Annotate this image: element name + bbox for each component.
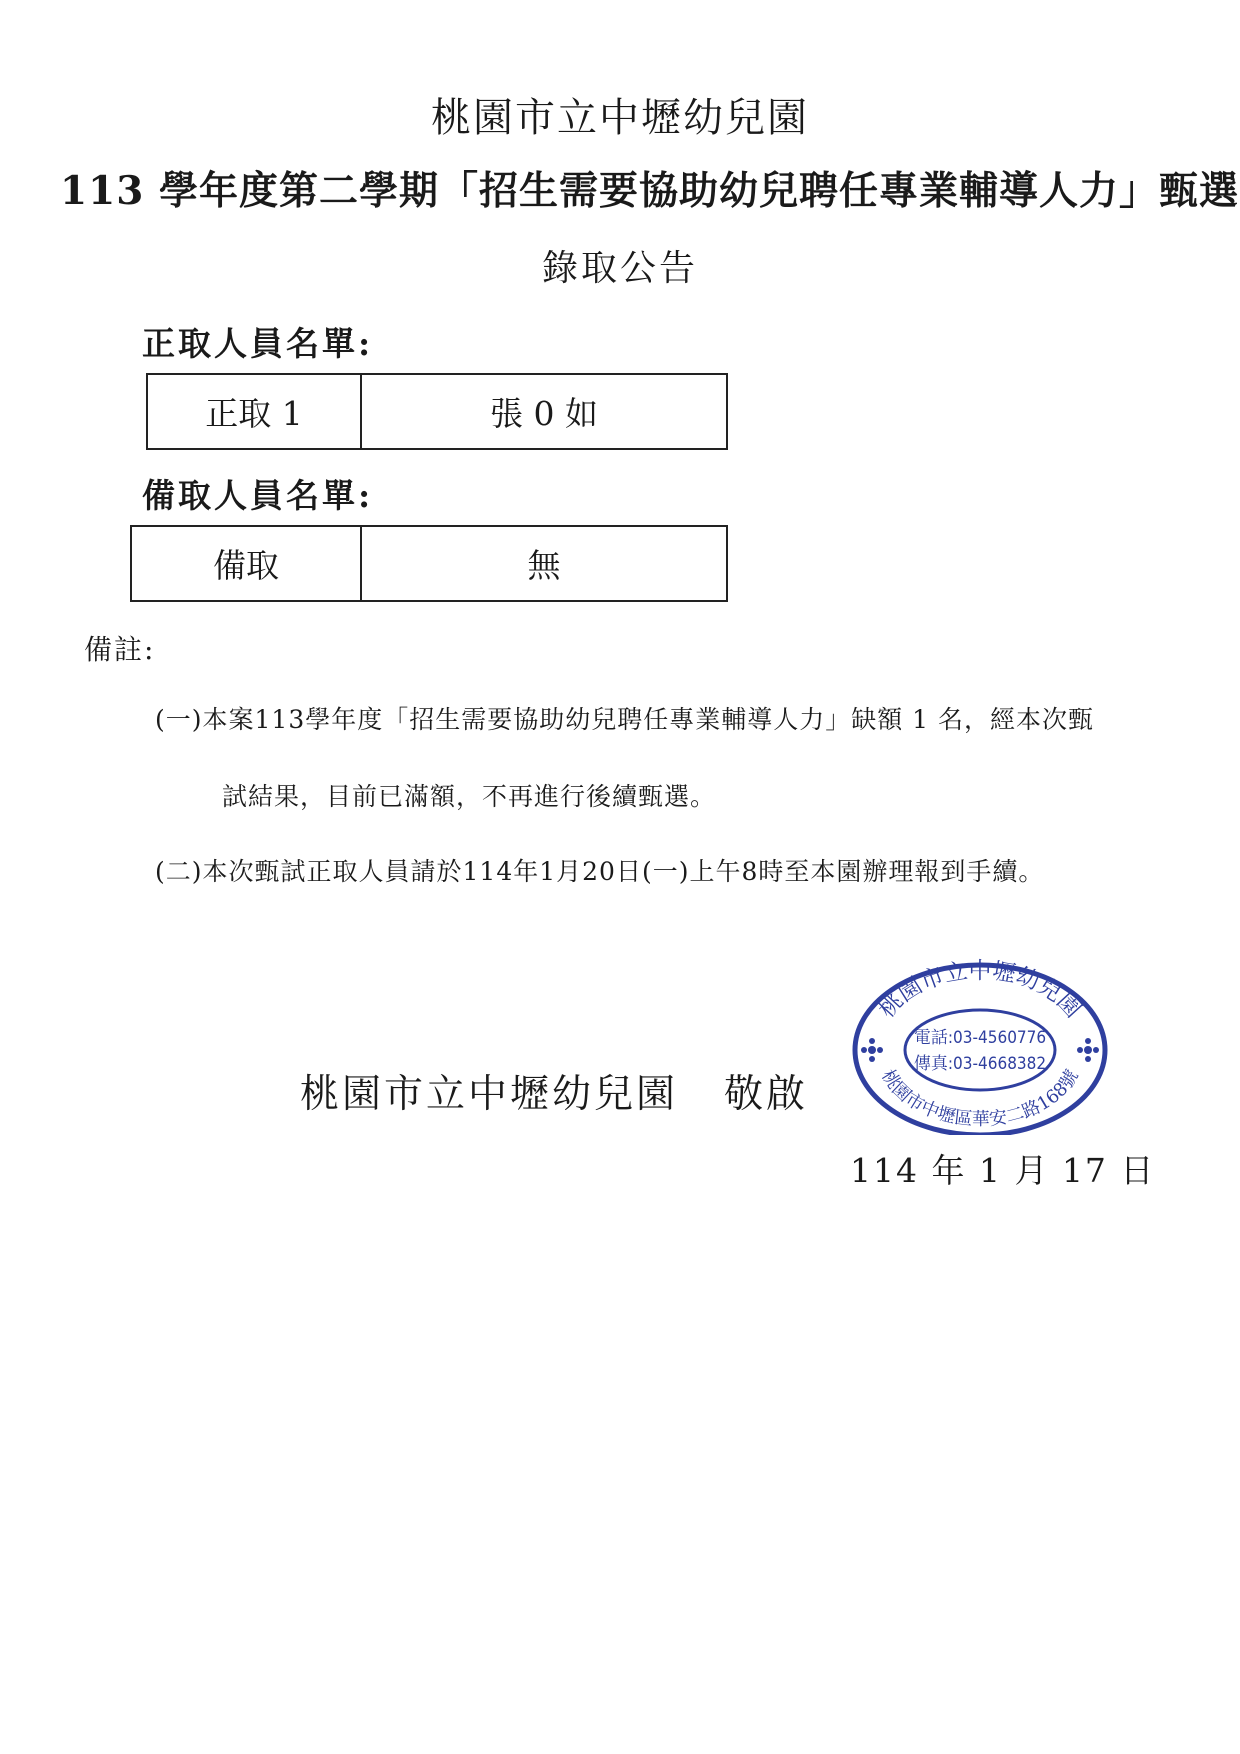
table-row bbox=[147, 374, 727, 449]
flower-icon bbox=[1077, 1038, 1099, 1062]
issue-date: 114 年 1 月 17 日 bbox=[850, 1151, 1156, 1190]
waitlist-heading: 備取人員名單: bbox=[142, 476, 374, 515]
note-item-2: (二)本次甄試正取人員請於114年1月20日(一)上午8時至本園辦理報到手續。 bbox=[155, 857, 1045, 886]
seal-phone-text: 電話:03-4560776 bbox=[913, 1028, 1047, 1048]
note-item-1-line-1: (一)本案113學年度「招生需要協助幼兒聘任專業輔導人力」缺額 1 名，經本次甄 bbox=[155, 705, 1095, 734]
flower-icon bbox=[861, 1038, 883, 1062]
admitted-table bbox=[146, 373, 728, 450]
waitlist-name-cell: 無 bbox=[361, 526, 727, 601]
notes-label: 備註: bbox=[84, 633, 156, 666]
admitted-heading: 正取人員名單: bbox=[142, 324, 374, 363]
document-title: 113 學年度第二學期「招生需要協助幼兒聘任專業輔導人力」甄選 bbox=[60, 168, 1239, 214]
waitlist-table bbox=[130, 525, 728, 602]
table-row bbox=[131, 526, 727, 601]
admitted-rank-cell: 正取 1 bbox=[147, 374, 361, 449]
organization-title: 桃園市立中壢幼兒園 bbox=[431, 95, 809, 141]
note-item-1-line-2: 試結果，目前已滿額，不再進行後續甄選。 bbox=[222, 782, 717, 811]
closing-organization: 桃園市立中壢幼兒園 bbox=[300, 1072, 679, 1117]
seal-inner-ring bbox=[905, 1010, 1055, 1090]
closing-respect: 敬啟 bbox=[724, 1072, 809, 1117]
admitted-name-cell: 張 0 如 bbox=[361, 374, 727, 449]
seal-address-text: 桃園市中壢區華安二路168號 bbox=[877, 1066, 1083, 1131]
closing-signature bbox=[300, 1063, 808, 1119]
document-subtitle: 錄取公告 bbox=[541, 248, 698, 289]
seal-name-text: 桃園市立中壢幼兒園 bbox=[873, 958, 1087, 1023]
seal-fax-text: 傳真:03-4668382 bbox=[913, 1054, 1047, 1074]
official-seal bbox=[850, 955, 1110, 1135]
waitlist-rank-cell: 備取 bbox=[131, 526, 361, 601]
